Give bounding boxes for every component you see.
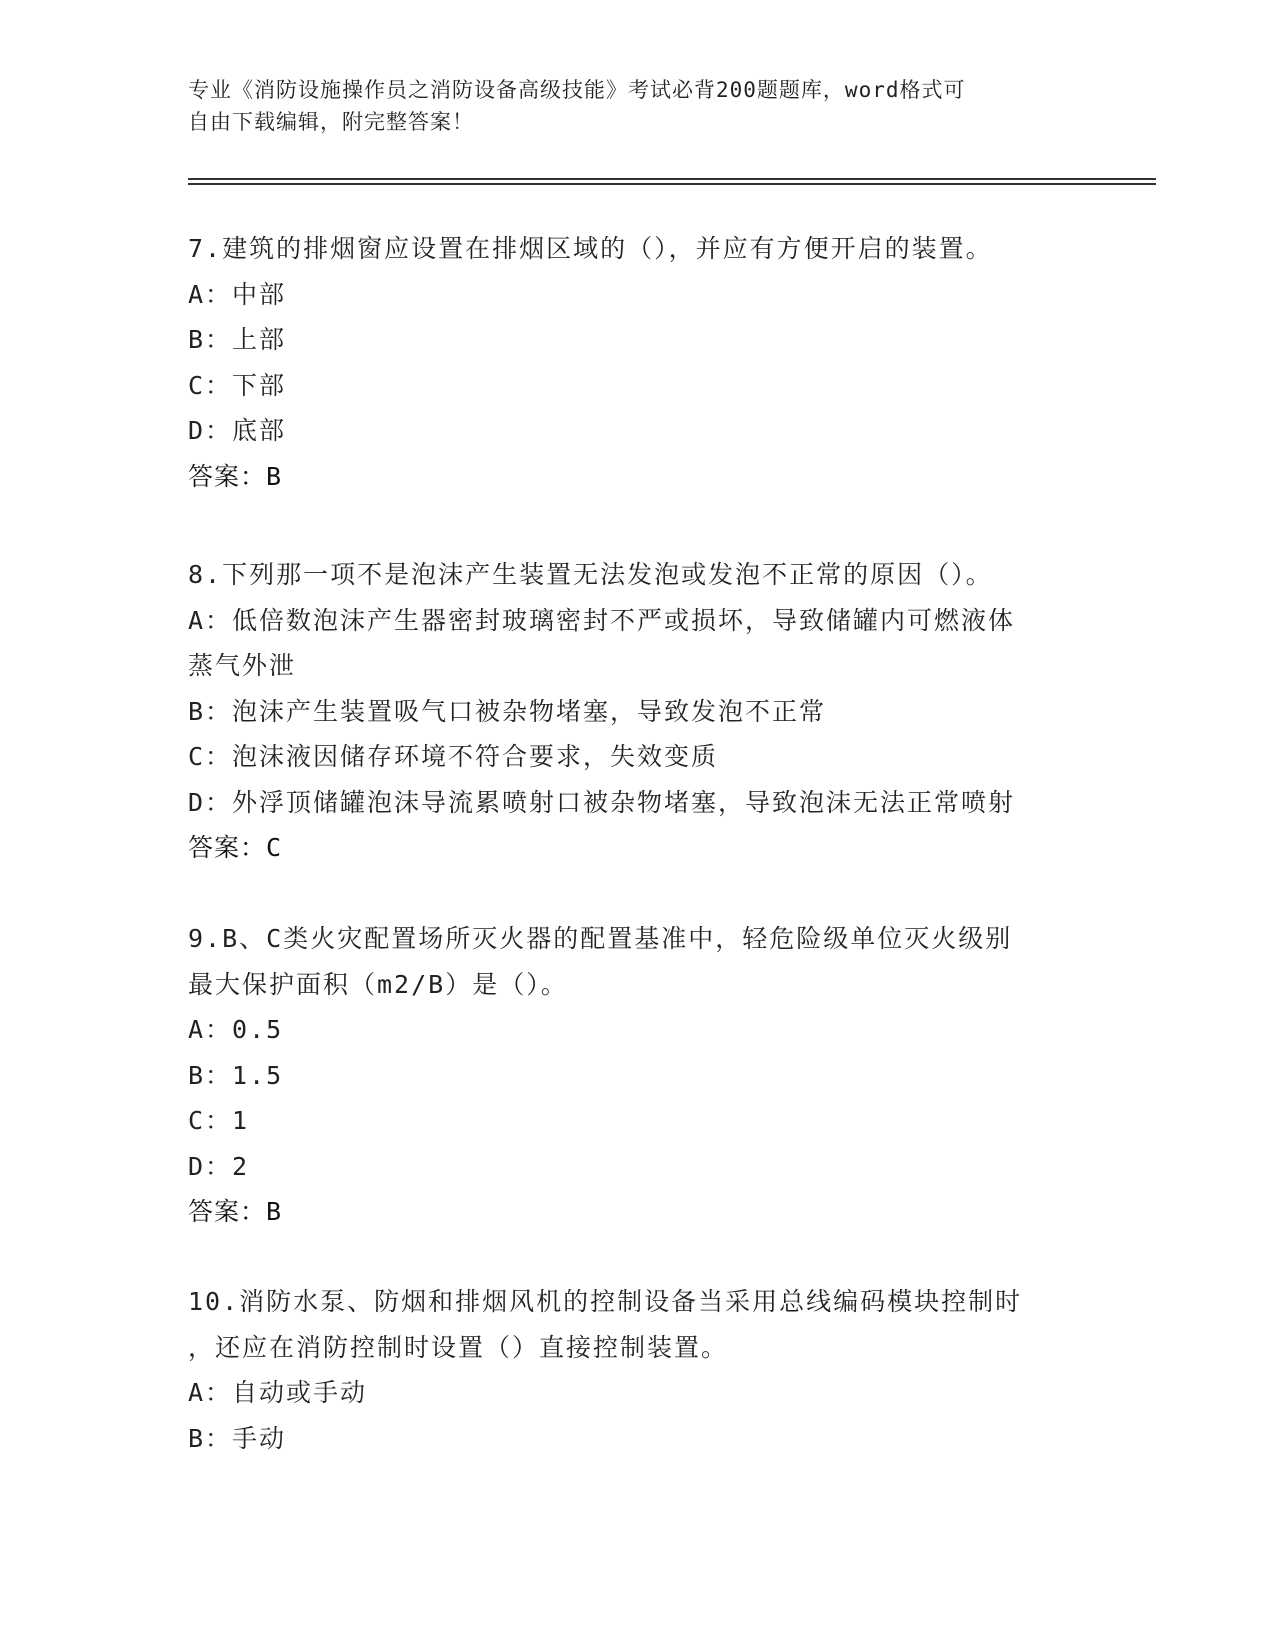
option-a: A：0.5	[188, 1015, 284, 1044]
option-d: D：2	[188, 1151, 250, 1181]
header-line-1: 专业《消防设施操作员之消防设备高级技能》考试必背200题题库，word格式可	[188, 78, 966, 102]
answer	[188, 454, 1088, 500]
option-c: C：1	[188, 1106, 250, 1135]
question-10	[188, 1279, 1088, 1461]
option-d: D：底部	[188, 416, 287, 445]
option-b: B：手动	[188, 1423, 287, 1453]
option-c: C：泡沫液因储存环境不符合要求，失效变质	[188, 742, 719, 771]
answer-label: 答案：	[188, 1197, 267, 1226]
answer-value: B	[266, 1197, 283, 1226]
answer-value: C	[266, 833, 283, 862]
option-a: A：低倍数泡沫产生器密封玻璃密封不严或损坏，导致储罐内可燃液体	[188, 605, 1016, 635]
header-divider-bottom	[188, 183, 1156, 185]
option-d: D：外浮顶储罐泡沫导流累喷射口被杂物堵塞，导致泡沫无法正常喷射	[188, 787, 1016, 817]
question-8	[188, 552, 1088, 871]
question-stem: 9.B、C类火灾配置场所灭火器的配置基准中，轻危险级单位灭火级别	[188, 924, 1013, 953]
question-stem: 8.下列那一项不是泡沫产生装置无法发泡或发泡不正常的原因（）。	[188, 560, 993, 589]
answer-value: B	[266, 461, 283, 491]
answer	[188, 825, 1088, 871]
document-header	[188, 74, 1068, 138]
question-stem-continued: ，还应在消防控制时设置（）直接控制装置。	[188, 1332, 729, 1362]
option-b: B：1.5	[188, 1060, 284, 1090]
question-stem: 10.消防水泵、防烟和排烟风机的控制设备当采用总线编码模块控制时	[188, 1287, 1023, 1316]
option-b: B：上部	[188, 325, 287, 354]
question-9	[188, 916, 1088, 1235]
option-c: C：下部	[188, 370, 287, 400]
question-stem: 7.建筑的排烟窗应设置在排烟区域的（），并应有方便开启的装置。	[188, 234, 993, 263]
option-a: A：自动或手动	[188, 1378, 368, 1407]
question-7	[188, 226, 1088, 499]
header-line-2: 自由下载编辑，附完整答案！	[188, 110, 474, 134]
answer	[188, 1189, 1088, 1235]
answer-label: 答案：	[188, 461, 267, 491]
option-b: B：泡沫产生装置吸气口被杂物堵塞，导致发泡不正常	[188, 696, 827, 726]
answer-label: 答案：	[188, 833, 267, 862]
header-divider-top	[188, 178, 1156, 180]
option-a-continued: 蒸气外泄	[188, 651, 297, 680]
option-a: A：中部	[188, 279, 287, 309]
question-stem-continued: 最大保护面积（m2/B）是（）。	[188, 969, 568, 999]
